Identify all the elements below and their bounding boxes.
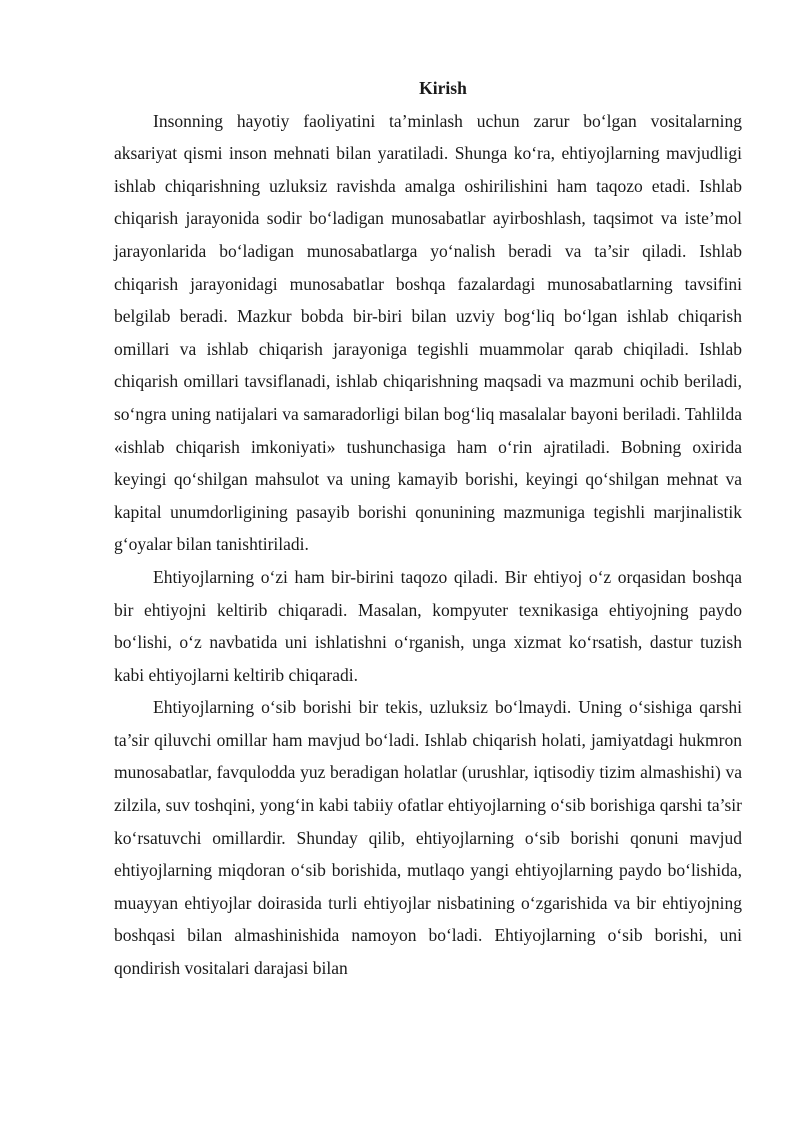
document-page xyxy=(114,72,742,985)
paragraph-needs-interdependence: Ehtiyojlarning o‘zi ham bir-birini taqozo qiladi. Bir ehtiyoj o‘z orqasidan boshqa bir ehtiyojni keltirib chiqaradi. Masalan, kompyuter texnikasiga ehtiyojning paydo bo‘lishi, o‘z navbatida uni ishlatishni o‘rganish, unga xizmat ko‘rsatish, dastur tuzish kabi ehtiyojlarni keltirib chiqaradi. xyxy=(114,566,742,685)
paragraph-needs-growth: Ehtiyojlarning o‘sib borishi bir tekis, uzluksiz bo‘lmaydi. Uning o‘sishiga qarshi ta’sir qiluvchi omillar ham mavjud bo‘ladi. Ishlab chiqarish holati, jamiyatdagi hukmron munosabatlar, favqulodda yuz beradigan holatlar (urushlar, iqtisodiy tizim almashishi) va zilzila, suv toshqini, yong‘in kabi tabiiy ofatlar ehtiyojlarning o‘sib borishiga qarshi ta’sir ko‘rsatuvchi omillardir. Shunday qilib, ehtiyojlarning o‘sib borishi qonuni mavjud ehtiyojlarning miqdoran o‘sib borishida, mutlaqo yangi ehtiyojlarning paydo bo‘lishida, muayyan ehtiyojlar doirasida turli ehtiyojlar nisbatining o‘zgarishida va bir ehtiyojning boshqasi bilan almashinishida namoyon bo‘ladi. Ehtiyojlarning o‘sib borishi, uni qondirish vositalari darajasi bilan xyxy=(114,697,742,979)
paragraph-intro: Insonning hayotiy faoliyatini ta’minlash uchun zarur bo‘lgan vositalarning aksariyat qismi inson mehnati bilan yaratiladi. Shunga ko‘ra, ehtiyojlarning mavjudligi ishlab chiqarishning uzluksiz ravishda amalga oshirilishini ham taqozo etadi. Ishlab chiqarish jarayonida sodir bo‘ladigan munosabatlar ayirboshlash, taqsimot va iste’mol jarayonlarida bo‘ladigan munosabatlarga yo‘nalish beradi va ta’sir qiladi. Ishlab chiqarish jarayonidagi munosabatlar boshqa fazalardagi munosabatlarning tavsifini belgilab beradi. Mazkur bobda bir-biri bilan uzviy bog‘liq bo‘lgan ishlab chiqarish omillari va ishlab chiqarish jarayoniga tegishli muammolar qarab chiqiladi. Ishlab chiqarish omillari tavsiflanadi, ishlab chiqarishning maqsadi va mazmuni ochib beriladi, so‘ngra uning natijalari va samaradorligi bilan bog‘liq masalalar bayoni beriladi. Tahlilda «ishlab chiqarish imkoniyati» tushunchasiga ham o‘rin ajratiladi. Bobning oxirida keyingi qo‘shilgan mahsulot va uning kamayib borishi, keyingi qo‘shilgan mehnat va kapital unumdorligining pasayib borishi qonunining mazmuniga tegishli marjinalistik g‘oyalar bilan tanishtiriladi. xyxy=(114,110,742,555)
page-title: Kirish xyxy=(419,78,467,98)
